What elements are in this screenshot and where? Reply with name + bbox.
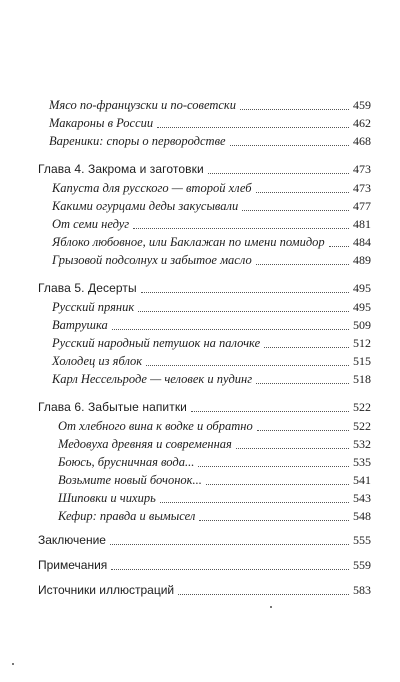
toc-entry-page: 495 [353, 300, 371, 314]
toc-entry-title: Яблоко любовное, или Баклажан по имени помидор [52, 235, 325, 249]
toc-entry-title: Боюсь, брусничная вода... [58, 455, 195, 469]
leader-dots [191, 401, 349, 412]
toc-entry-title: Кефир: правда и вымысел [58, 509, 196, 523]
toc-entry-page: 509 [353, 318, 371, 332]
leader-dots [256, 182, 349, 193]
toc-entry-page: 477 [353, 199, 371, 213]
toc-entry-page: 518 [353, 372, 371, 386]
leader-dots [138, 301, 349, 312]
toc-chapter[interactable] [38, 394, 371, 414]
leader-dots [111, 559, 349, 570]
leader-dots [146, 355, 349, 366]
toc-entry[interactable] [52, 193, 371, 213]
toc-entry-title: Возьмите новый бочонок... [58, 473, 202, 487]
leader-dots [160, 492, 349, 503]
toc-entry-title: Медовуха древняя и современная [58, 437, 232, 451]
leader-dots [264, 337, 349, 348]
toc-entry[interactable] [58, 449, 371, 469]
scan-speck [12, 663, 14, 665]
leader-dots [256, 373, 349, 384]
toc-entry-page: 468 [353, 134, 371, 148]
toc-entry[interactable] [58, 431, 371, 451]
toc-entry-title: Вареники: споры о первородстве [49, 134, 226, 148]
leader-dots [198, 456, 349, 467]
toc-entry[interactable] [49, 92, 371, 112]
toc-back-matter[interactable] [38, 577, 371, 597]
toc-back-title: Заключение [38, 533, 106, 547]
toc-back-page: 555 [353, 533, 371, 547]
leader-dots [133, 218, 349, 229]
leader-dots [178, 584, 349, 595]
toc-entry-title: Карл Нессельроде — человек и пудинг [52, 372, 253, 386]
toc-back-page: 583 [353, 583, 371, 597]
toc-entry-title: Русский народный петушок на палочке [52, 336, 261, 350]
toc-entry-title: От семи недуг [52, 217, 130, 231]
toc-entry-title: Холодец из яблок [52, 354, 143, 368]
toc-entry[interactable] [52, 211, 371, 231]
toc-entry[interactable] [58, 485, 371, 505]
toc-entry-title: Макароны в России [49, 116, 154, 130]
toc-chapter-page: 522 [353, 400, 371, 414]
toc-entry-title: От хлебного вина к водке и обратно [58, 419, 253, 433]
toc-back-title: Примечания [38, 558, 108, 572]
toc-back-matter[interactable] [38, 552, 371, 572]
toc-entry[interactable] [49, 110, 371, 130]
toc-entry-page: 512 [353, 336, 371, 350]
leader-dots [329, 236, 349, 247]
toc-chapter[interactable] [38, 156, 371, 176]
toc-back-title: Источники иллюстраций [38, 583, 175, 597]
toc-entry[interactable] [58, 503, 371, 523]
toc-chapter-title: Глава 6. Забытые напитки [38, 400, 187, 414]
toc-entry-page: 484 [353, 235, 371, 249]
toc-entry-title: Ватрушка [52, 318, 108, 332]
toc-chapter-page: 495 [353, 281, 371, 295]
toc-entry[interactable] [58, 413, 371, 433]
leader-dots [141, 282, 349, 293]
leader-dots [110, 534, 349, 545]
toc-entry-page: 473 [353, 181, 371, 195]
leader-dots [230, 135, 349, 146]
toc-entry[interactable] [52, 294, 371, 314]
toc-entry-page: 543 [353, 491, 371, 505]
toc-entry[interactable] [49, 128, 371, 148]
toc-entry[interactable] [58, 467, 371, 487]
toc-entry-title: Какими огурцами деды закусывали [52, 199, 239, 213]
toc-entry-page: 459 [353, 98, 371, 112]
toc-chapter[interactable] [38, 275, 371, 295]
leader-dots [157, 117, 349, 128]
leader-dots [112, 319, 349, 330]
leader-dots [242, 200, 349, 211]
toc-entry-page: 532 [353, 437, 371, 451]
toc-entry[interactable] [52, 175, 371, 195]
toc-entry[interactable] [52, 330, 371, 350]
toc-entry[interactable] [52, 348, 371, 368]
leader-dots [206, 474, 349, 485]
leader-dots [208, 163, 349, 174]
leader-dots [236, 438, 349, 449]
toc-entry[interactable] [52, 312, 371, 332]
toc-entry-title: Грызовой подсолнух и забытое масло [52, 253, 252, 267]
toc-chapter-title: Глава 5. Десерты [38, 281, 137, 295]
toc-entry-page: 489 [353, 253, 371, 267]
toc-entry-page: 522 [353, 419, 371, 433]
toc-entry-page: 515 [353, 354, 371, 368]
scan-speck [270, 606, 272, 608]
toc-entry-page: 535 [353, 455, 371, 469]
toc-entry[interactable] [52, 366, 371, 386]
leader-dots [240, 99, 349, 110]
leader-dots [199, 510, 349, 521]
toc-entry-page: 541 [353, 473, 371, 487]
toc-entry[interactable] [52, 229, 371, 249]
leader-dots [257, 420, 349, 431]
toc-entry[interactable] [52, 247, 371, 267]
toc-back-matter[interactable] [38, 527, 371, 547]
toc-chapter-page: 473 [353, 162, 371, 176]
toc-entry-title: Капуста для русского — второй хлеб [52, 181, 252, 195]
toc-entry-title: Шиповки и чихирь [58, 491, 156, 505]
toc-entry-page: 548 [353, 509, 371, 523]
toc-entry-page: 462 [353, 116, 371, 130]
toc-back-page: 559 [353, 558, 371, 572]
toc-entry-page: 481 [353, 217, 371, 231]
toc-chapter-title: Глава 4. Закрома и заготовки [38, 162, 204, 176]
toc-entry-title: Мясо по-французски и по-советски [49, 98, 237, 112]
toc-entry-title: Русский пряник [52, 300, 135, 314]
leader-dots [256, 254, 349, 265]
